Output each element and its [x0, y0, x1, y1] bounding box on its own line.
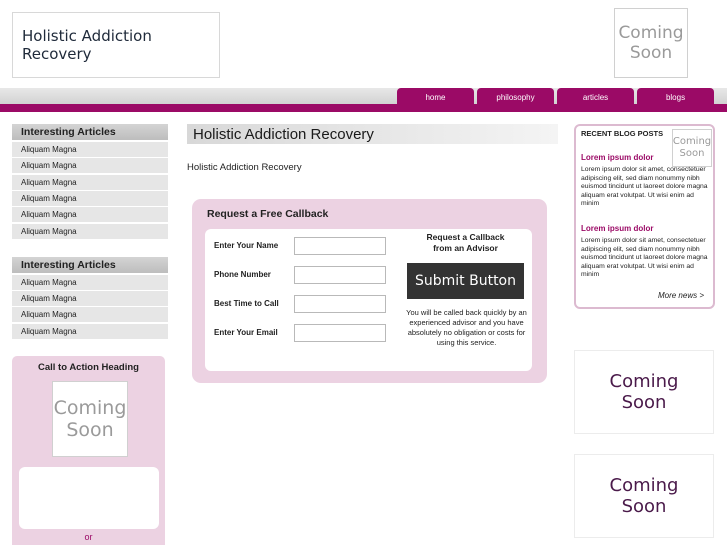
sidebar-heading-articles: Interesting Articles [12, 124, 168, 140]
tab-home[interactable]: home [397, 88, 474, 106]
cta-content-box [19, 467, 159, 529]
blog-post-excerpt: Lorem ipsum dolor sit amet, consectetuer adipiscing elit, sed diam nonummy nibh euismod tincidunt ut laoreet dolore magna aliquam erat volutpat. Ut wisi enim ad minim [581, 237, 708, 279]
advisor-heading: Request a Callback from an Advisor [426, 232, 505, 254]
right-coming-soon-placeholder: Coming Soon [574, 350, 714, 434]
best-time-input[interactable] [294, 295, 386, 313]
logo-text: Holistic Addiction Recovery [22, 27, 152, 63]
sidebar-link[interactable]: Aliquam Magna [12, 158, 168, 174]
name-input[interactable] [294, 237, 386, 255]
tab-articles[interactable]: articles [557, 88, 634, 106]
more-news-link[interactable]: More news > [657, 291, 704, 300]
blog-post-title[interactable]: Lorem ipsum dolor [581, 153, 654, 162]
blog-panel-title: RECENT BLOG POSTS [581, 129, 664, 138]
right-coming-soon-placeholder-2: Coming Soon [574, 454, 714, 538]
phone-label: Phone Number [214, 270, 271, 279]
blog-coming-soon-placeholder: Coming Soon [672, 129, 712, 167]
sidebar-link[interactable]: Aliquam Magna [12, 275, 168, 291]
name-label: Enter Your Name [214, 241, 279, 250]
cta-coming-soon-placeholder: Coming Soon [52, 381, 128, 457]
tab-philosophy[interactable]: philosophy [477, 88, 554, 106]
sidebar-link[interactable]: Aliquam Magna [12, 175, 168, 191]
blog-post-title[interactable]: Lorem ipsum dolor [581, 224, 654, 233]
blog-post-excerpt: Lorem ipsum dolor sit amet, consectetuer adipiscing elit, sed diam nonummy nibh euismod tincidunt ut laoreet dolore magna aliquam erat volutpat. Ut wisi enim ad minim [581, 166, 708, 208]
sidebar-link[interactable]: Aliquam Magna [12, 224, 168, 240]
sidebar-link[interactable]: Aliquam Magna [12, 291, 168, 307]
callback-heading: Request a Free Callback [207, 208, 329, 220]
cta-or-text: or [84, 532, 93, 542]
best-time-label: Best Time to Call [214, 299, 279, 308]
email-input[interactable] [294, 324, 386, 342]
site-logo[interactable] [12, 12, 220, 78]
sidebar-link[interactable]: Aliquam Magna [12, 307, 168, 323]
sidebar-link[interactable]: Aliquam Magna [12, 324, 168, 340]
email-label: Enter Your Email [214, 328, 278, 337]
sidebar-link[interactable]: Aliquam Magna [12, 142, 168, 158]
header-coming-soon-placeholder: Coming Soon [614, 8, 688, 78]
sidebar-link[interactable]: Aliquam Magna [12, 191, 168, 207]
phone-input[interactable] [294, 266, 386, 284]
page-title: Holistic Addiction Recovery [187, 124, 558, 144]
submit-button[interactable]: Submit Button [407, 263, 524, 299]
sidebar-link[interactable]: Aliquam Magna [12, 207, 168, 223]
cta-heading: Call to Action Heading [38, 362, 139, 373]
page-intro-text: Holistic Addiction Recovery [187, 162, 302, 173]
tab-blogs[interactable]: blogs [637, 88, 714, 106]
sidebar-heading-articles-2: Interesting Articles [12, 257, 168, 273]
advisor-note: You will be called back quickly by an experienced advisor and you have absolutely no obligation or costs for using this service. [406, 308, 527, 348]
